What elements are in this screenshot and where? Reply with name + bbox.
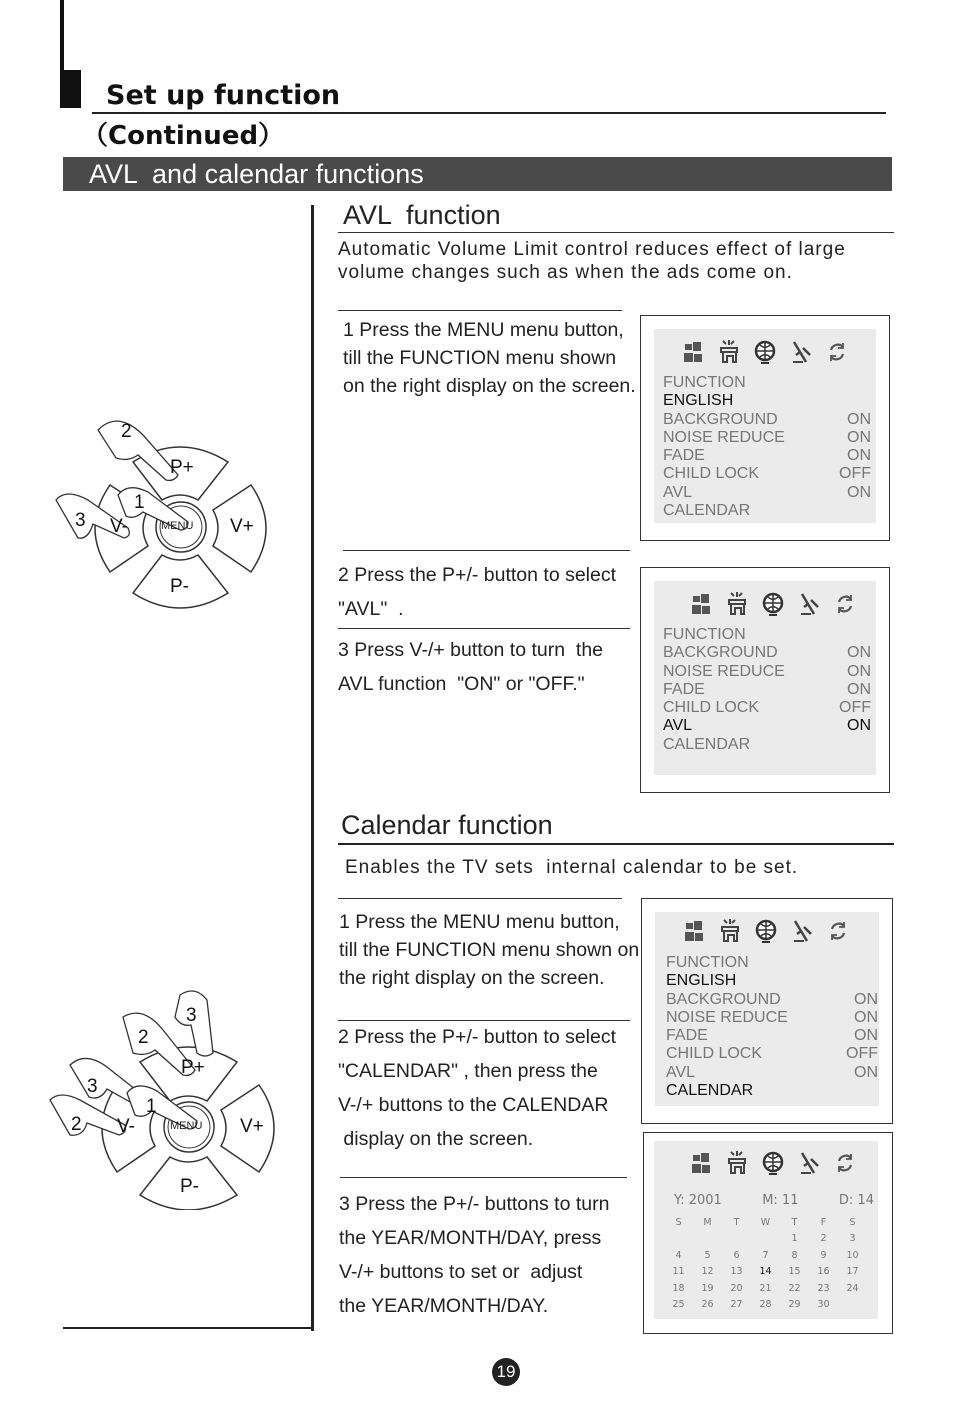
sound-icon [718, 917, 742, 945]
menu-row-label: NOISE REDUCE [666, 1008, 788, 1026]
callout-2: 2 [138, 1027, 149, 1048]
left-column-baseline [63, 1327, 314, 1329]
calendar-day-cell: 2 [820, 1233, 827, 1245]
menu-row-value: ON [847, 644, 871, 662]
refresh-icon [833, 590, 857, 618]
menu-row[interactable] [666, 1027, 878, 1045]
globe-icon [754, 917, 778, 945]
weekday-label: T [791, 1216, 798, 1228]
globe-icon [761, 590, 785, 618]
calendar-day-cell: 22 [788, 1282, 801, 1294]
cal-step3-line1: 3 Press the P+/- buttons to turn [339, 1193, 610, 1215]
satellite-icon [797, 1149, 821, 1177]
globe-icon [761, 1149, 785, 1177]
menu-row[interactable] [663, 447, 871, 465]
menu-row[interactable] [663, 736, 871, 754]
remote-keypad-1 [48, 400, 278, 610]
menu-row-label: FADE [666, 1027, 708, 1045]
calendar-year[interactable]: Y: 2001 [674, 1193, 722, 1208]
remote-keypad-2 [45, 985, 280, 1210]
avl-step1: 1 Press the MENU menu button, till the FUNCTION menu shown on the right display on the screen. [343, 319, 636, 397]
calendar-title-rule [338, 843, 894, 845]
calendar-day-cell: 11 [672, 1266, 685, 1278]
calendar-day-cell: 3 [849, 1233, 856, 1245]
menu-row[interactable] [663, 644, 871, 662]
calendar-date-header [674, 1193, 874, 1208]
avl-step1-rule [338, 310, 622, 311]
menu-row-label: BACKGROUND [663, 644, 778, 662]
function-menu-screen-3 [641, 898, 893, 1124]
menu-row[interactable] [666, 1064, 878, 1082]
week-row [664, 1280, 867, 1297]
menu-row[interactable] [666, 1009, 878, 1027]
calendar-day-cell: 30 [817, 1299, 830, 1311]
refresh-icon [826, 917, 850, 945]
cal-step2-line4: display on the screen. [338, 1128, 534, 1150]
avl-intro: Automatic Volume Limit control reduces effect of large volume changes such as when the ads come on. [338, 239, 846, 283]
menu-row-value: ON [847, 428, 871, 446]
week-row [664, 1297, 867, 1314]
menu-row-label: NOISE REDUCE [663, 662, 785, 680]
menu-row[interactable] [666, 991, 878, 1009]
menu-row[interactable] [663, 699, 871, 717]
remote-right-label[interactable]: V+ [230, 516, 254, 537]
calendar-day-cell-selected: 14 [759, 1266, 772, 1278]
remote-up-label[interactable]: P+ [170, 457, 194, 478]
menu-icon-bar [689, 1149, 857, 1177]
menu-row-value: OFF [839, 465, 871, 483]
avl-title-rule [338, 232, 894, 233]
calendar-day-cell: 29 [788, 1299, 801, 1311]
menu-row[interactable] [663, 484, 871, 502]
avl-step3-rule [338, 628, 630, 629]
remote-up-label[interactable]: P+ [181, 1057, 205, 1078]
cal-step2-line1: 2 Press the P+/- button to select [338, 1026, 617, 1048]
menu-row-label: CALENDAR [663, 502, 751, 520]
menu-icon-bar [682, 917, 850, 945]
menu-row-value: ON [847, 662, 871, 680]
calendar-day-cell: 8 [791, 1249, 798, 1261]
cal-step1-rule [338, 898, 622, 899]
menu-row-value: OFF [846, 1045, 878, 1063]
menu-row-value: ON [854, 990, 878, 1008]
menu-row-label: CHILD LOCK [663, 699, 760, 717]
calendar-day-cell: 27 [730, 1299, 743, 1311]
picture-icon [689, 590, 713, 618]
calendar-day-cell: 6 [733, 1249, 740, 1261]
weekday-label: F [820, 1216, 827, 1228]
weekday-label: M [703, 1216, 712, 1228]
menu-row-value: ON [847, 680, 871, 698]
picture-icon [681, 338, 705, 366]
remote-diagram-2 [45, 985, 280, 1210]
menu-language: ENGLISH [666, 972, 737, 990]
calendar-month[interactable]: M: 11 [762, 1193, 799, 1208]
section-band [63, 157, 892, 191]
calendar-day-cell: 1 [791, 1233, 798, 1245]
callout-2: 2 [71, 1114, 82, 1135]
calendar-day-cell: 19 [701, 1282, 714, 1294]
globe-icon [753, 338, 777, 366]
weekday-row [664, 1214, 867, 1231]
satellite-icon [790, 917, 814, 945]
menu-row-label: BACKGROUND [663, 410, 778, 428]
menu-row-label: CHILD LOCK [666, 1045, 763, 1063]
cal-step3-line4: the YEAR/MONTH/DAY. [339, 1295, 549, 1317]
avl-step2-line2: "AVL" . [338, 598, 404, 620]
calendar-day-cell: 28 [759, 1299, 772, 1311]
page-subtitle: （Continued） [82, 121, 285, 151]
menu-row[interactable] [663, 681, 871, 699]
calendar-day-cell: 16 [817, 1266, 830, 1278]
weekday-label: S [849, 1216, 856, 1228]
calendar-day-cell: 20 [730, 1282, 743, 1294]
calendar-day-cell: 15 [788, 1266, 801, 1278]
menu-row-selected[interactable] [663, 717, 871, 735]
calendar-screen [643, 1132, 893, 1334]
menu-row[interactable] [663, 663, 871, 681]
calendar-section-title: Calendar function [341, 810, 553, 840]
calendar-grid [664, 1214, 867, 1313]
remote-menu-label[interactable]: MENU [161, 520, 194, 532]
calendar-day-cell: 26 [701, 1299, 714, 1311]
calendar-day-cell [722, 1231, 751, 1248]
menu-row-label: AVL [663, 717, 693, 735]
menu-row-label: AVL [666, 1063, 696, 1081]
menu-row-label: CALENDAR [663, 735, 751, 753]
calendar-day-cell [751, 1231, 780, 1248]
page-number: 19 [496, 1362, 516, 1381]
avl-step2-rule [343, 550, 630, 551]
avl-step3-line1: 3 Press V-/+ button to turn the [338, 639, 604, 661]
remote-left-label[interactable]: V- [117, 1116, 135, 1137]
calendar-day-cell: 24 [846, 1282, 859, 1294]
cal-step3-rule [340, 1177, 627, 1178]
remote-menu-label[interactable]: MENU [170, 1120, 203, 1132]
calendar-day-cell: 18 [672, 1282, 685, 1294]
remote-diagram-1 [48, 400, 278, 610]
page-title: Set up function [106, 80, 341, 111]
header-bar-block [60, 70, 81, 108]
calendar-day-cell: 12 [701, 1266, 714, 1278]
calendar-day-cell: 13 [730, 1266, 743, 1278]
cal-step2-line2: "CALENDAR" , then press the [338, 1060, 598, 1082]
menu-row[interactable] [666, 1045, 878, 1063]
satellite-icon [797, 590, 821, 618]
calendar-day-cell: 17 [846, 1266, 859, 1278]
refresh-icon [825, 338, 849, 366]
function-menu-1 [663, 374, 871, 520]
week-row [664, 1247, 867, 1264]
calendar-widget [664, 1193, 876, 1313]
menu-row-selected[interactable] [666, 1082, 878, 1100]
remote-down-label[interactable]: P- [170, 576, 189, 597]
callout-3: 3 [75, 510, 86, 531]
satellite-icon [789, 338, 813, 366]
callout-1: 1 [134, 492, 145, 513]
calendar-day-cell: 25 [672, 1299, 685, 1311]
picture-icon [682, 917, 706, 945]
sound-icon [725, 590, 749, 618]
callout-3: 3 [186, 1005, 197, 1026]
callout-1: 1 [146, 1096, 157, 1117]
remote-right-label[interactable]: V+ [240, 1116, 264, 1137]
function-menu-3 [666, 954, 878, 1100]
calendar-day-cell: 4 [675, 1249, 682, 1261]
avl-section-title: AVL function [343, 200, 501, 230]
week-row [664, 1264, 867, 1281]
remote-down-label[interactable]: P- [180, 1176, 199, 1197]
section-band-label: AVL and calendar functions [89, 159, 424, 189]
function-menu-2 [663, 626, 871, 754]
calendar-day[interactable]: D: 14 [838, 1193, 874, 1208]
calendar-day-cell: 9 [820, 1249, 827, 1261]
menu-row-value: ON [847, 447, 871, 465]
callout-3: 3 [87, 1076, 98, 1097]
remote-left-label[interactable]: V- [110, 516, 128, 537]
sound-icon [725, 1149, 749, 1177]
menu-title: FUNCTION [663, 626, 746, 643]
cal-step3-line3: V-/+ buttons to set or adjust [339, 1261, 583, 1283]
calendar-day-cell: 21 [759, 1282, 772, 1294]
menu-row-value: ON [847, 483, 871, 501]
menu-row-label: FADE [663, 680, 705, 698]
callout-2: 2 [121, 421, 132, 442]
menu-row-label: CALENDAR [666, 1082, 754, 1100]
menu-row-value: ON [854, 1008, 878, 1026]
menu-language: ENGLISH [663, 392, 734, 410]
menu-icon-bar [689, 590, 857, 618]
calendar-day-cell [838, 1297, 867, 1314]
weekday-label: S [675, 1216, 682, 1228]
menu-title: FUNCTION [663, 374, 746, 391]
menu-row[interactable] [663, 502, 871, 520]
refresh-icon [833, 1149, 857, 1177]
header-underline [92, 112, 886, 114]
picture-icon [689, 1149, 713, 1177]
cal-step2-line3: V-/+ buttons to the CALENDAR [338, 1094, 609, 1116]
page-number-badge [492, 1358, 520, 1386]
menu-row-value: OFF [839, 699, 871, 717]
menu-row-value: ON [854, 1027, 878, 1045]
menu-row-label: BACKGROUND [666, 990, 781, 1008]
menu-row-label: CHILD LOCK [663, 465, 760, 483]
calendar-day-cell: 7 [762, 1249, 769, 1261]
weekday-label: T [733, 1216, 740, 1228]
weekday-label: W [760, 1216, 771, 1228]
calendar-intro: Enables the TV sets internal calendar to be set. [345, 857, 799, 878]
menu-row-label: AVL [663, 483, 693, 501]
menu-row[interactable] [663, 411, 871, 429]
cal-step3-line2: the YEAR/MONTH/DAY, press [339, 1227, 602, 1249]
calendar-day-cell [693, 1231, 722, 1248]
calendar-day-cell: 10 [846, 1249, 859, 1261]
left-column-divider [311, 205, 314, 1331]
function-menu-screen-2 [640, 567, 890, 793]
menu-row-label: FADE [663, 447, 705, 465]
avl-step3-line2: AVL function "ON" or "OFF." [338, 673, 585, 695]
week-row [664, 1231, 867, 1248]
menu-row-value: ON [847, 717, 871, 735]
cal-step1: 1 Press the MENU menu button, till the FUNCTION menu shown on the right display on the screen. [339, 911, 640, 989]
calendar-day-cell: 23 [817, 1282, 830, 1294]
menu-row[interactable] [663, 465, 871, 483]
calendar-day-cell: 5 [704, 1249, 711, 1261]
menu-row-value: ON [854, 1063, 878, 1081]
function-menu-screen-1 [640, 315, 890, 541]
calendar-day-cell [664, 1231, 693, 1248]
avl-step2-line1: 2 Press the P+/- button to select [338, 564, 617, 586]
menu-row[interactable] [663, 429, 871, 447]
menu-title: FUNCTION [666, 954, 749, 971]
menu-icon-bar [681, 338, 849, 366]
menu-row-value: ON [847, 410, 871, 428]
sound-icon [717, 338, 741, 366]
menu-row-label: NOISE REDUCE [663, 428, 785, 446]
